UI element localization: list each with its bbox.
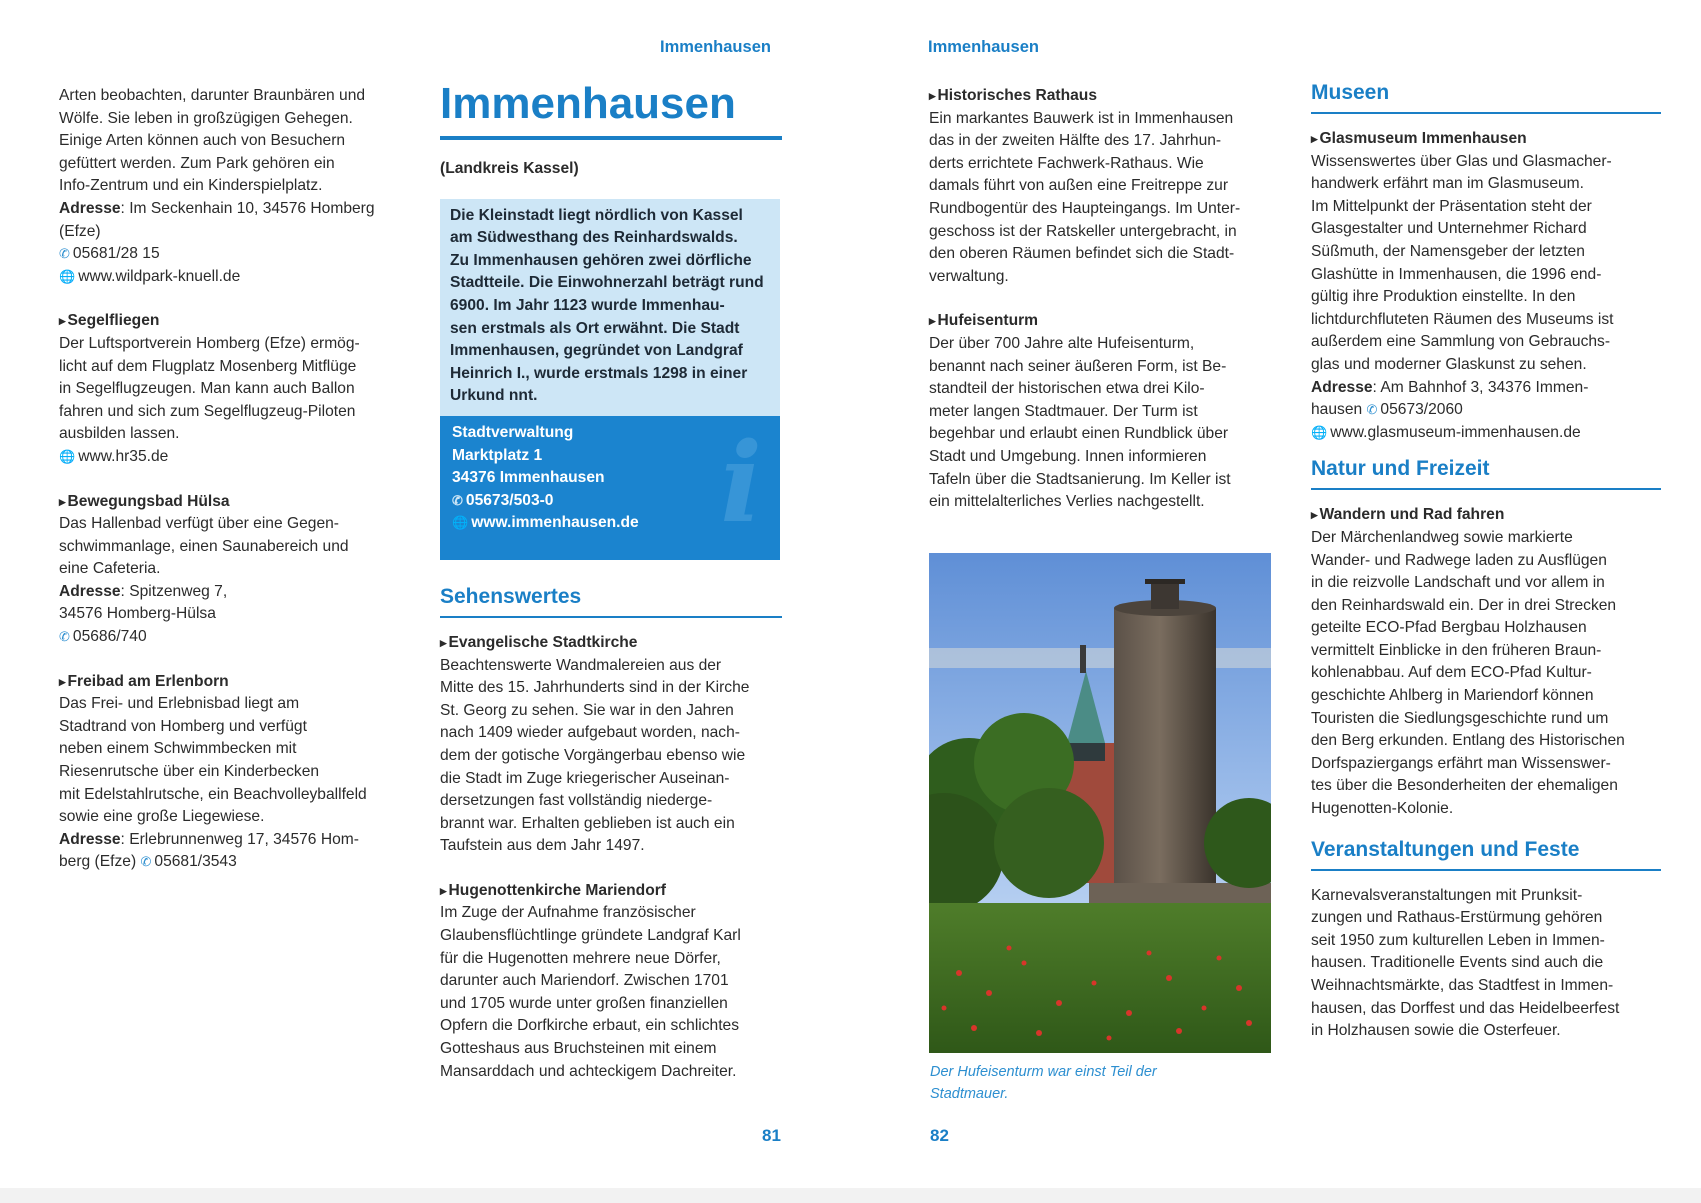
text-line: St. Georg zu sehen. Sie war in den Jahren [440,701,734,719]
web-link[interactable]: www.immenhausen.de [471,514,639,532]
web-line[interactable] [59,446,409,469]
entry-title-hugenottenkirche: ▸ Hugenottenkirche Mariendorf [440,880,782,903]
contact-city: 34376 Immenhausen [452,469,605,487]
text-line: Rundbogentür des Haupteingangs. Im Unter- [929,199,1241,217]
text-line: in Holzhausen sowie die Osterfeuer. [1311,1022,1561,1040]
globe-icon: 🌐 [59,268,76,284]
entry-title-stadtkirche: ▸ Evangelische Stadtkirche [440,632,782,655]
text-line: Taufstein aus dem Jahr 1497. [440,837,645,855]
section-title-feste: Veranstaltungen und Feste [1311,837,1661,871]
text-line: Immenhausen, gegründet von Landgraf [450,342,743,360]
phone-number: 05673/503-0 [465,491,554,509]
text-line: seit 1950 zum kulturellen Leben in Immen- [1311,931,1605,949]
entry-title-glasmuseum: ▸ Glasmuseum Immenhausen [1311,128,1661,151]
text-line: geteilte ECO-Pfad Bergbau Holzhausen [1311,619,1587,637]
text-line: für die Hugenotten mehrere neue Dörfer, [440,949,721,967]
address-label: Adresse [1311,378,1373,396]
text-line: licht auf dem Flugplatz Mosenberg Mitflüge [59,357,357,375]
segelfliegen-text [59,333,409,446]
web-link[interactable]: www.glasmuseum-immenhausen.de [1330,423,1581,441]
entry-title-bewegungsbad: ▸ Bewegungsbad Hülsa [59,491,409,514]
contact-street: Marktplatz 1 [452,446,543,464]
entry-title-freibad: ▸ Freibad am Erlenborn [59,671,409,694]
contact-box [440,416,780,560]
text-line: Tafeln über die Stadtsanierung. Im Keller ist [929,470,1231,488]
address-label: Adresse [59,199,121,217]
text-line: das in der zweiten Hälfte des 17. Jahrhun- [929,132,1222,150]
text-line: Karnevalsveranstaltungen mit Prunksit- [1311,886,1583,904]
text-line: dem der gotische Vorgängerbau ebenso wie [440,746,746,764]
address [59,581,409,626]
text-line: Mitte des 15. Jahrhunderts sind in der Kirche [440,679,750,697]
text-line: Gotteshaus aus Bruchsteinen mit einem [440,1040,717,1058]
text-line: Dorfspaziergangs erfährt man Wissenswer- [1311,754,1611,772]
district-subtitle: (Landkreis Kassel) [440,160,579,177]
text-line: lichtdurchfluteten Räumen des Museums ist [1311,310,1614,328]
text-line: brannt war. Erhalten geblieben ist auch ein [440,814,735,832]
text-line: handwerk erfährt man im Glasmuseum. [1311,175,1584,193]
text-line: Wissenswertes über Glas und Glasmacher- [1311,152,1612,170]
text-line: in Segelflugzeugen. Man kann auch Ballon [59,380,355,398]
text-line: Stadt und Umgebung. Innen informieren [929,447,1207,465]
text-line: mit Edelstahlrutsche, ein Beachvolleyballfeld [59,785,367,803]
text-line: eine Cafeteria. [59,560,161,578]
text-line: Wander- und Radwege laden zu Ausflügen [1311,551,1607,569]
address [59,198,409,243]
text-line: hausen, das Dorffest und das Heidelbeerfest [1311,999,1620,1017]
address-line: : Am Bahnhof 3, 34376 Immen- [1372,378,1589,396]
intro-text [59,85,409,198]
address [1311,377,1661,422]
entry-title-hufeisenturm: ▸ Hufeisenturm [929,310,1274,333]
text-line: glas und moderner Glaskunst zu sehen. [1311,355,1587,373]
text-line: Stadtrand von Homberg und verfügt [59,717,307,735]
address-line: (Efze) [59,222,101,240]
text-line: begehbar und erlaubt einen Rundblick über [929,425,1229,443]
text-line: Das Frei- und Erlebnisbad liegt am [59,695,300,713]
phone-line [59,243,409,266]
text-line: gefüttert werden. Zum Park gehören ein [59,154,335,172]
text-line: Weihnachtsmärkte, das Stadtfest in Immen- [1311,977,1614,994]
phone-number: 05681/28 15 [72,245,160,263]
glasmuseum-text [1311,151,1661,377]
text-line: Der Hufeisenturm war einst Teil der [930,1064,1157,1080]
section-title-natur: Natur und Freizeit [1311,456,1661,490]
text-line: Der Märchenlandweg sowie markierte [1311,528,1573,546]
entry-title-rathaus: ▸ Historisches Rathaus [929,85,1274,108]
page-number-right: 82 [930,1126,949,1145]
text-line: gültig ihre Produktion einstellte. In den [1311,288,1576,306]
web-line[interactable] [59,266,409,289]
text-line: Die Kleinstadt liegt nördlich von Kassel [450,206,743,224]
text-line: außerdem eine Sammlung von Gebrauchs- [1311,333,1611,351]
page-title: Immenhausen [440,78,782,140]
globe-icon: 🌐 [59,448,76,464]
hufeisenturm-text [929,333,1274,514]
stadtkirche-text [440,655,782,858]
section-title-sehenswertes: Sehenswertes [440,584,782,618]
address-label: Adresse [59,582,121,600]
text-line: Stadtmauer. [930,1086,1009,1102]
freibad-text [59,693,409,829]
phone-icon: ✆ [140,854,152,870]
phone-icon: ✆ [59,246,70,262]
phone-icon: ✆ [59,629,70,645]
text-line: sowie eine große Liegewiese. [59,808,265,826]
text-line: Riesenrutsche über ein Kinderbecken [59,763,320,781]
section-title-museen: Museen [1311,80,1661,114]
hugenottenkirche-text [440,902,782,1083]
text-line: tes über die Besonderheiten der ehemaligen [1311,777,1618,795]
text-line: Zu Immenhausen gehören zwei dörfliche [450,251,752,269]
text-line: standteil der historischen etwa drei Kilo- [929,380,1205,398]
phone-number: 05686/740 [72,628,147,646]
text-line: benannt nach seiner äußeren Form, ist Be- [929,357,1227,375]
address-line: 34576 Homberg-Hülsa [59,605,216,623]
web-link[interactable]: www.hr35.de [78,447,169,465]
text-line: sen erstmals als Ort erwähnt. Die Stadt [450,319,740,337]
text-line: nach 1409 wieder aufgebaut worden, nach- [440,724,740,742]
address-line: berg (Efze) [59,853,137,871]
text-line: Im Zuge der Aufnahme französischer [440,904,696,922]
text-line: hausen. Traditionelle Events sind auch die [1311,954,1604,972]
web-line[interactable] [1311,422,1661,445]
text-line: den oberen Räumen befindet sich die Stadt- [929,245,1235,263]
text-line: damals führt von außen eine Freitreppe zur [929,177,1229,195]
text-line: Info-Zentrum und ein Kinderspielplatz. [59,177,323,195]
text-line: Beachtenswerte Wandmalereien aus der [440,656,722,674]
text-line: Glashütte in Immenhausen, die 1996 end- [1311,265,1602,283]
text-line: darunter auch Mariendorf. Zwischen 1701 [440,972,729,990]
contact-name: Stadtverwaltung [452,423,574,441]
text-line: Glasgestalter und Unternehmer Richard [1311,220,1587,238]
text-line: Stadtteile. Die Einwohnerzahl beträgt rund [450,274,764,292]
text-line: Opfern die Dorfkirche erbaut, ein schlichtes [440,1017,740,1035]
bewegungsbad-text [59,513,409,581]
text-line: Urkund nnt. [450,387,538,405]
globe-icon: 🌐 [1311,424,1328,440]
page-number-left: 81 [762,1126,781,1145]
info-icon: i [720,417,762,547]
text-line: ein mittelalterliches Verlies nachgestellt. [929,493,1205,511]
wandern-text [1311,527,1661,821]
web-link[interactable]: www.wildpark-knuell.de [78,267,241,285]
text-line: Das Hallenbad verfügt über eine Gegen- [59,515,339,533]
right-column-2 [1311,80,1661,1043]
text-line: Wölfe. Sie leben in großzügigen Gehegen. [59,109,353,127]
text-line: meter langen Stadtmauer. Der Turm ist [929,402,1198,420]
entry-title-wandern: ▸ Wandern und Rad fahren [1311,504,1661,527]
address-line: : Im Seckenhain 10, 34576 Homberg [120,199,375,217]
text-line: den Reinhardswald ein. Der in drei Strecken [1311,596,1617,614]
text-line: derts errichtete Fachwerk-Rathaus. Wie [929,154,1204,172]
text-line: Ein markantes Bauwerk ist in Immenhausen [929,109,1234,127]
text-line: in die reizvolle Landschaft und vor allem in [1311,574,1605,592]
text-line: Einige Arten können auch von Besuchern [59,132,346,150]
address-line: : Erlebrunnenweg 17, 34576 Hom- [120,830,359,848]
text-line: fahren und sich zum Segelflugzeug-Piloten [59,402,356,420]
right-column-1 [929,85,1274,514]
phone-number: 05673/2060 [1380,401,1463,419]
info-summary [440,199,780,416]
globe-icon: 🌐 [452,515,469,531]
phone-icon: ✆ [452,492,463,508]
photo-caption [930,1061,1260,1105]
address [59,829,409,874]
text-line: kohlenabbau. Auf dem ECO-Pfad Kultur- [1311,664,1592,682]
text-line: Arten beobachten, darunter Braunbären und [59,87,366,104]
text-line: geschoss ist der Ratskeller untergebracht, in [929,222,1237,240]
text-line: zungen und Rathaus-Erstürmung gehören [1311,909,1603,927]
text-line: Hugenotten-Kolonie. [1311,800,1454,818]
text-line: vermittelt Einblicke in den früheren Braun- [1311,641,1602,659]
text-line: dersetzungen fast vollständig niederge- [440,792,713,810]
text-line: Der Luftsportverein Homberg (Efze) ermög- [59,334,360,352]
address-label: Adresse [59,830,121,848]
text-line: am Südwesthang des Reinhardswalds. [450,229,738,247]
phone-icon: ✆ [1366,402,1378,418]
text-line: 6900. Im Jahr 1123 wurde Immenhau- [450,296,725,314]
text-line: Mansarddach und achteckigem Dachreiter. [440,1062,737,1080]
feste-text [1311,885,1661,1043]
text-line: geschichte Ahlberg in Mariendorf können [1311,687,1594,705]
text-line: und 1705 wurde unter großen finanziellen [440,994,728,1012]
tower-photo [929,553,1271,1053]
text-line: Heinrich I., wurde erstmals 1298 in einer [450,364,748,382]
text-line: Glaubensflüchtlinge gründete Landgraf Karl [440,927,741,945]
entry-title-segelfliegen: ▸ Segelfliegen [59,310,409,333]
text-line: Im Mittelpunkt der Präsentation steht der [1311,197,1592,215]
text-line: ausbilden lassen. [59,425,180,443]
text-line: Touristen die Siedlungsgeschichte rund um [1311,709,1609,727]
text-line: verwaltung. [929,267,1009,285]
phone-number: 05681/3543 [154,853,237,871]
address-line: hausen [1311,401,1363,419]
info-box [440,199,780,560]
left-column-1 [59,85,409,874]
text-line: Süßmuth, der Namensgeber der letzten [1311,242,1585,260]
text-line: die Stadt im Zuge kriegerischer Auseinan- [440,769,730,787]
text-line: Der über 700 Jahre alte Hufeisenturm, [929,334,1195,352]
address-line: : Spitzenweg 7, [120,582,228,600]
running-head-left: Immenhausen [660,38,771,56]
text-line: schwimmanlage, einen Saunabereich und [59,537,349,555]
left-column-2 [440,78,782,1083]
running-head-right: Immenhausen [928,38,1039,56]
text-line: den Berg erkunden. Entlang des Historischen [1311,732,1625,750]
hufeisenturm-image [929,553,1271,1053]
phone-line [59,626,409,649]
text-line: neben einem Schwimmbecken mit [59,740,297,758]
page-edge [0,1188,1701,1203]
rathaus-text [929,108,1274,289]
